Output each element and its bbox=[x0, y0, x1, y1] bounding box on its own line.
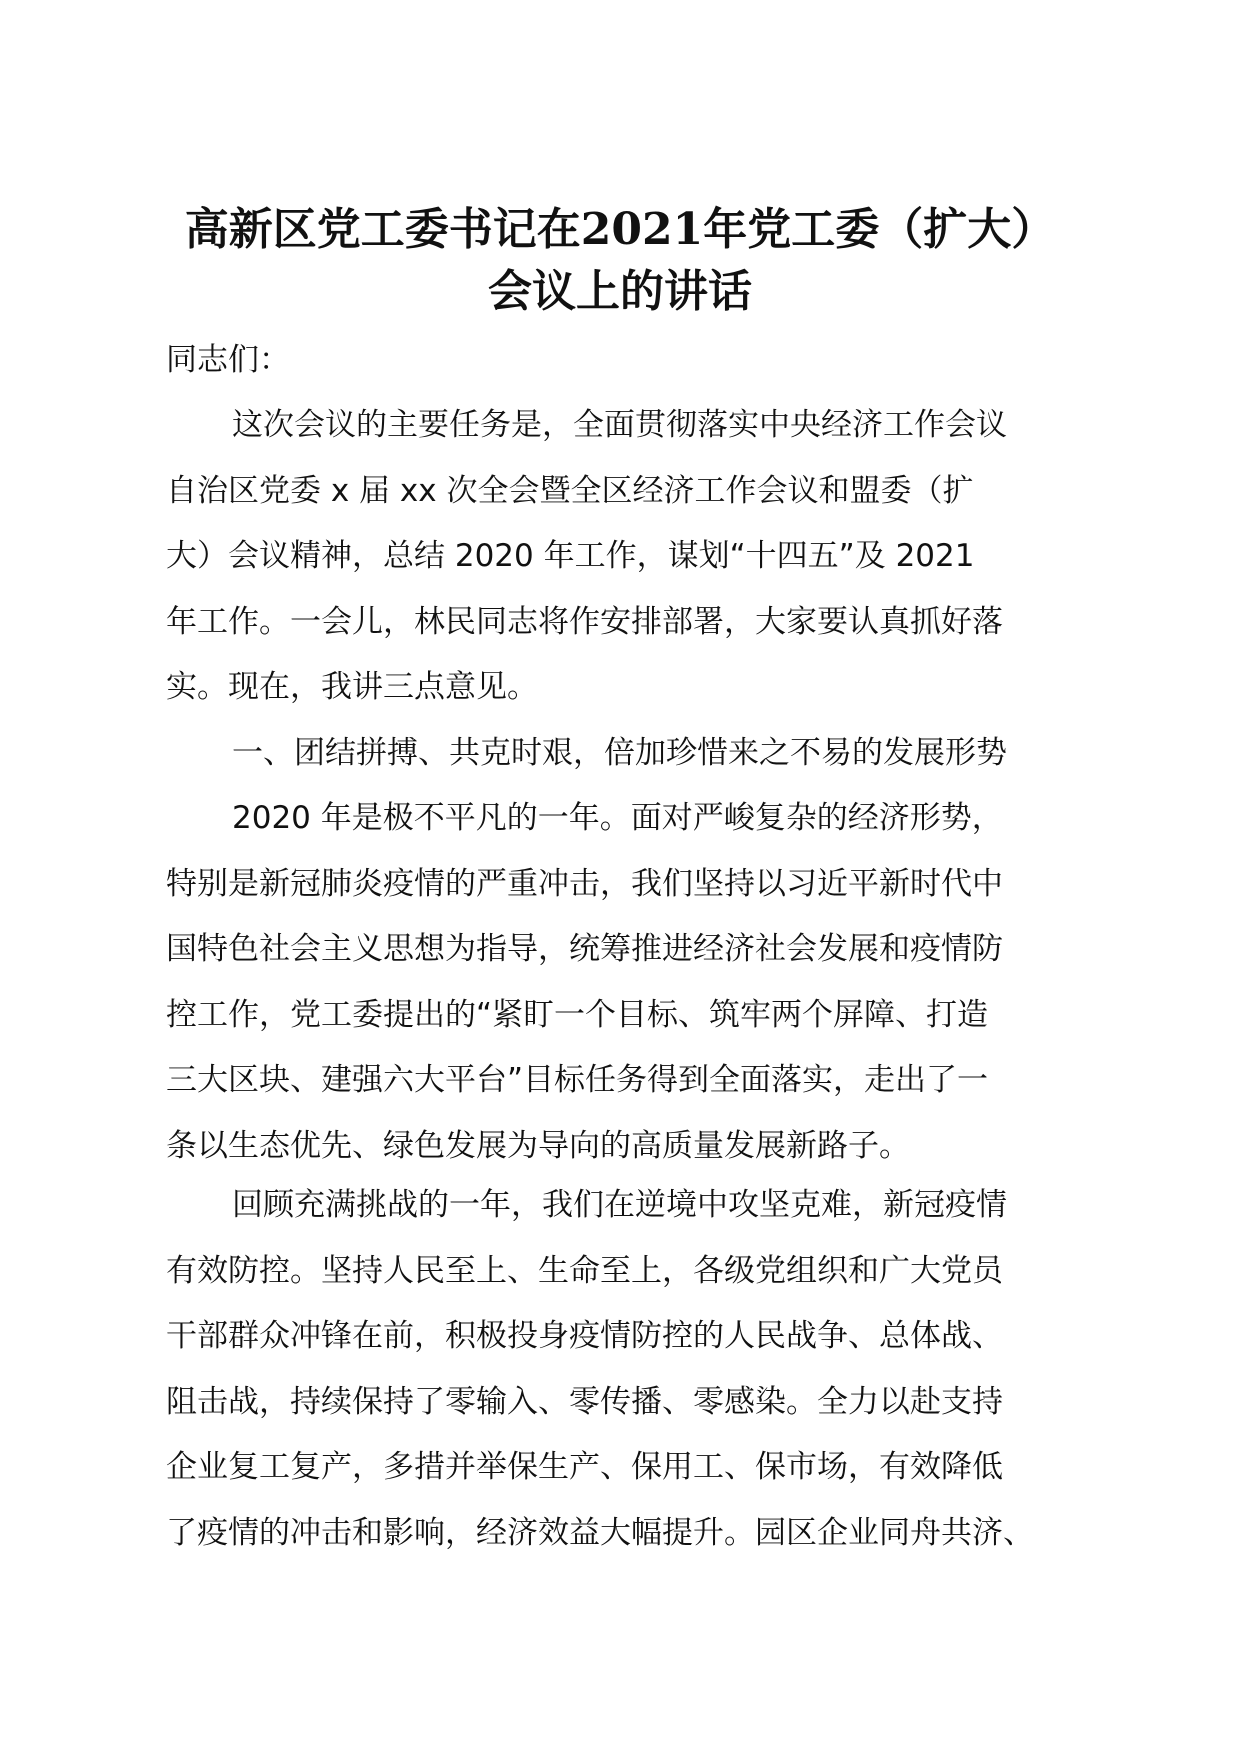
paragraph-line: 大）会议精神，总结 2020 年工作，谋划“十四五”及 2021 bbox=[166, 538, 975, 574]
paragraph-line: 阻击战，持续保持了零输入、零传播、零感染。全力以赴支持 bbox=[166, 1383, 1003, 1420]
document-title-line-2: 会议上的讲话 bbox=[488, 266, 752, 317]
section-heading-text: 一、团结拼搏、共克时艰，倍加珍惜来之不易的发展形势 bbox=[232, 735, 1007, 771]
paragraph-line: 有效防控。坚持人民至上、生命至上，各级党组织和广大党员 bbox=[166, 1252, 1003, 1289]
paragraph-line: 国特色社会主义思想为指导，统筹推进经济社会发展和疫情防 bbox=[166, 931, 1003, 967]
document-title-line-1: 高新区党工委书记在2021年党工委（扩大） bbox=[184, 204, 1056, 255]
paragraph-line: 三大区块、建强六大平台”目标任务得到全面落实，走出了一 bbox=[166, 1062, 989, 1098]
paragraph-line: 回顾充满挑战的一年，我们在逆境中攻坚克难，新冠疫情 bbox=[232, 1187, 1007, 1223]
paragraph-line: 控工作，党工委提出的“紧盯一个目标、筑牢两个屏障、打造 bbox=[166, 996, 989, 1033]
paragraph-line: 2020 年是极不平凡的一年。面对严峻复杂的经济形势， bbox=[232, 800, 1003, 836]
paragraph-epidemic-control bbox=[166, 1173, 1106, 1566]
paragraph-line: 实。现在，我讲三点意见。 bbox=[166, 669, 538, 705]
salutation: 同志们： bbox=[166, 342, 290, 378]
paragraph-intro bbox=[166, 393, 1106, 721]
section-heading-1 bbox=[166, 721, 1106, 787]
paragraph-line: 条以生态优先、绿色发展为导向的高质量发展新路子。 bbox=[166, 1127, 910, 1164]
paragraph-line: 这次会议的主要任务是，全面贯彻落实中央经济工作会议 bbox=[232, 407, 1007, 443]
paragraph-line: 干部群众冲锋在前，积极投身疫情防控的人民战争、总体战、 bbox=[166, 1318, 1003, 1354]
paragraph-line: 年工作。一会儿，林民同志将作安排部署，大家要认真抓好落 bbox=[166, 603, 1003, 640]
paragraph-review-2020 bbox=[166, 786, 1106, 1179]
paragraph-line: 自治区党委 x 届 xx 次全会暨全区经济工作会议和盟委（扩 bbox=[166, 472, 974, 509]
paragraph-line: 企业复工复产，多措并举保生产、保用工、保市场，有效降低 bbox=[166, 1449, 1003, 1485]
paragraph-line: 了疫情的冲击和影响，经济效益大幅提升。园区企业同舟共济、 bbox=[166, 1514, 1034, 1551]
paragraph-line: 特别是新冠肺炎疫情的严重冲击，我们坚持以习近平新时代中 bbox=[166, 865, 1003, 902]
